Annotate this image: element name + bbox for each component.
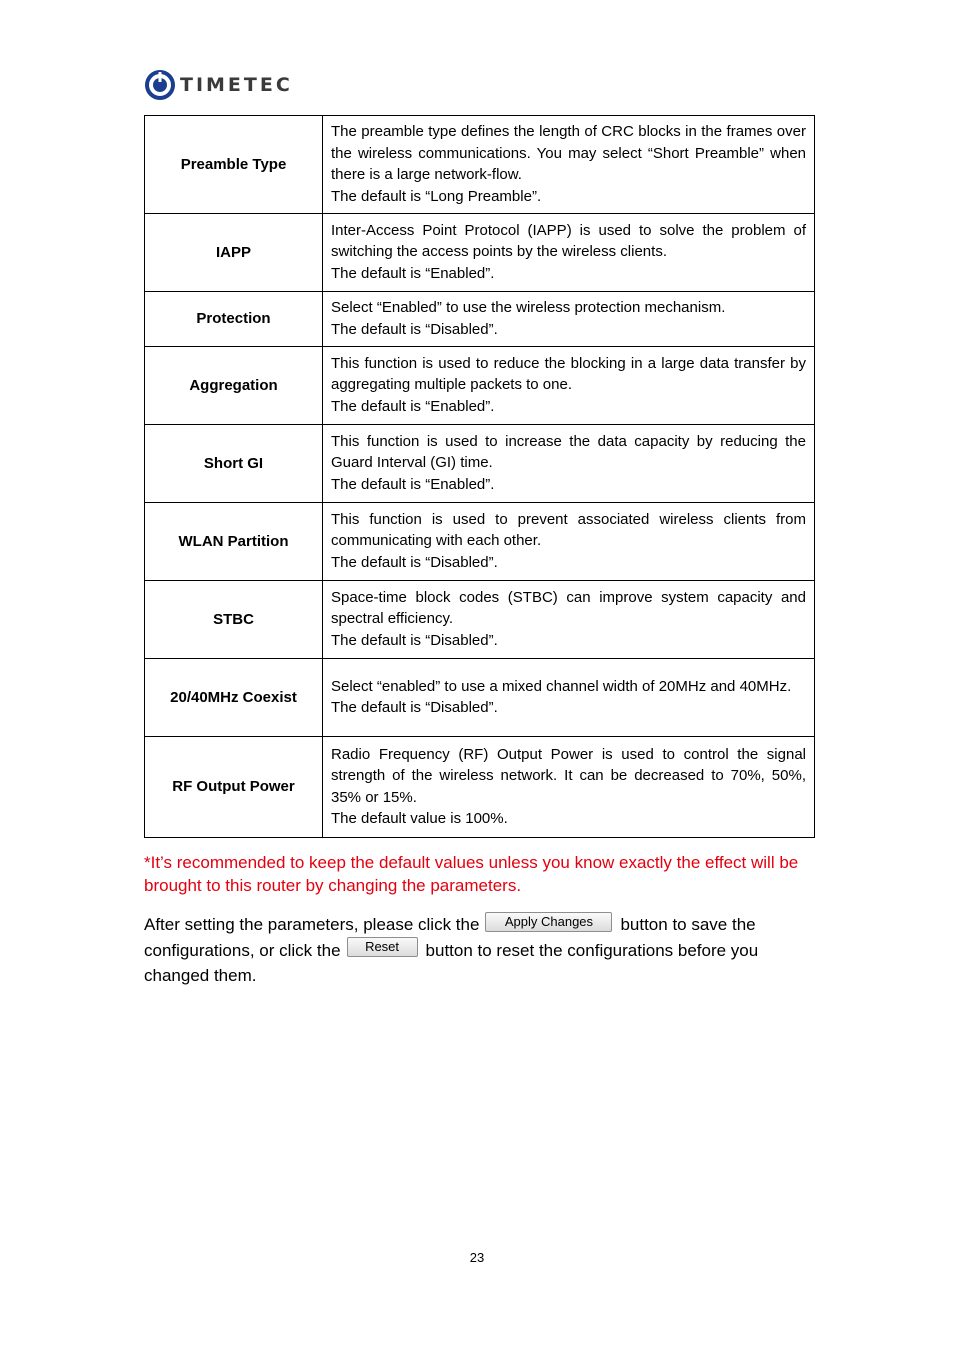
timetec-logo-icon bbox=[144, 69, 176, 101]
parameter-name: 20/40MHz Coexist bbox=[145, 659, 323, 737]
parameter-description bbox=[323, 737, 815, 838]
parameter-name: STBC bbox=[145, 581, 323, 659]
apply-changes-button[interactable]: Apply Changes bbox=[485, 912, 612, 932]
parameter-description bbox=[323, 214, 815, 292]
recommendation-note: *It’s recommended to keep the default values unless you know exactly the effect will be brought to this router by changing the parameters. bbox=[144, 853, 799, 895]
parameter-row bbox=[145, 347, 815, 425]
parameter-description bbox=[323, 292, 815, 347]
instructions-text-3: button to reset the configurations before you changed them. bbox=[144, 940, 759, 985]
parameter-description bbox=[323, 116, 815, 214]
description-line: The default is “Enabled”. bbox=[331, 475, 495, 493]
parameter-description bbox=[323, 659, 815, 737]
timetec-logo bbox=[144, 68, 293, 102]
parameters-table-body bbox=[145, 116, 815, 838]
description-line: The default is “Disabled”. bbox=[331, 320, 498, 338]
description-line: Select “enabled” to use a mixed channel width of 20MHz and 40MHz. bbox=[331, 677, 792, 695]
brand-wordmark: TIMETEC bbox=[180, 74, 293, 96]
parameter-row bbox=[145, 737, 815, 838]
parameters-table bbox=[144, 115, 815, 838]
parameter-description bbox=[323, 425, 815, 503]
parameter-row bbox=[145, 581, 815, 659]
parameter-name: IAPP bbox=[145, 214, 323, 292]
description-line: The default is “Enabled”. bbox=[331, 397, 495, 415]
page-number: 23 bbox=[469, 1250, 485, 1265]
description-line: The default value is 100%. bbox=[331, 810, 508, 827]
instructions-paragraph bbox=[144, 912, 816, 989]
instructions-text-2: button to save the configurations, or click the bbox=[144, 915, 756, 960]
description-line: This function is used to increase the data capacity by reducing the Guard Interval (GI) time. bbox=[331, 432, 806, 472]
description-line: Select “Enabled” to use the wireless protection mechanism. bbox=[331, 299, 726, 316]
description-line: Radio Frequency (RF) Output Power is used to control the signal strength of the wireless network. It can be decreased to 70%, 50%, 35% or 15%. bbox=[331, 745, 806, 806]
parameter-row bbox=[145, 425, 815, 503]
description-line: The default is “Disabled”. bbox=[331, 699, 498, 716]
parameter-name: Preamble Type bbox=[145, 116, 323, 214]
parameter-row bbox=[145, 292, 815, 347]
description-line: Space-time block codes (STBC) can improve system capacity and spectral efficiency. bbox=[331, 588, 806, 628]
parameter-description bbox=[323, 347, 815, 425]
parameter-description bbox=[323, 581, 815, 659]
parameter-row bbox=[145, 116, 815, 214]
parameter-name: Protection bbox=[145, 292, 323, 347]
description-line: This function is used to reduce the blocking in a large data transfer by aggregating multiple packets to one. bbox=[331, 354, 806, 394]
parameter-name: WLAN Partition bbox=[145, 503, 323, 581]
description-line: The default is “Disabled”. bbox=[331, 631, 498, 649]
description-line: This function is used to prevent associated wireless clients from communicating with each other. bbox=[331, 510, 806, 550]
parameter-name: Short GI bbox=[145, 425, 323, 503]
parameter-name: RF Output Power bbox=[145, 737, 323, 838]
parameter-row bbox=[145, 503, 815, 581]
description-line: The preamble type defines the length of CRC blocks in the frames over the wireless communications. You may select “Short Preamble” when there is a large network-flow. bbox=[331, 123, 806, 183]
parameter-description bbox=[323, 503, 815, 581]
parameter-name: Aggregation bbox=[145, 347, 323, 425]
description-line: The default is “Disabled”. bbox=[331, 553, 498, 571]
description-line: The default is “Enabled”. bbox=[331, 264, 495, 282]
parameter-row bbox=[145, 214, 815, 292]
reset-button[interactable]: Reset bbox=[347, 937, 418, 957]
parameter-row bbox=[145, 659, 815, 737]
description-line: The default is “Long Preamble”. bbox=[331, 187, 542, 205]
description-line: Inter-Access Point Protocol (IAPP) is used to solve the problem of switching the access points by the wireless clients. bbox=[331, 221, 806, 261]
instructions-text-1: After setting the parameters, please click the bbox=[144, 915, 480, 934]
